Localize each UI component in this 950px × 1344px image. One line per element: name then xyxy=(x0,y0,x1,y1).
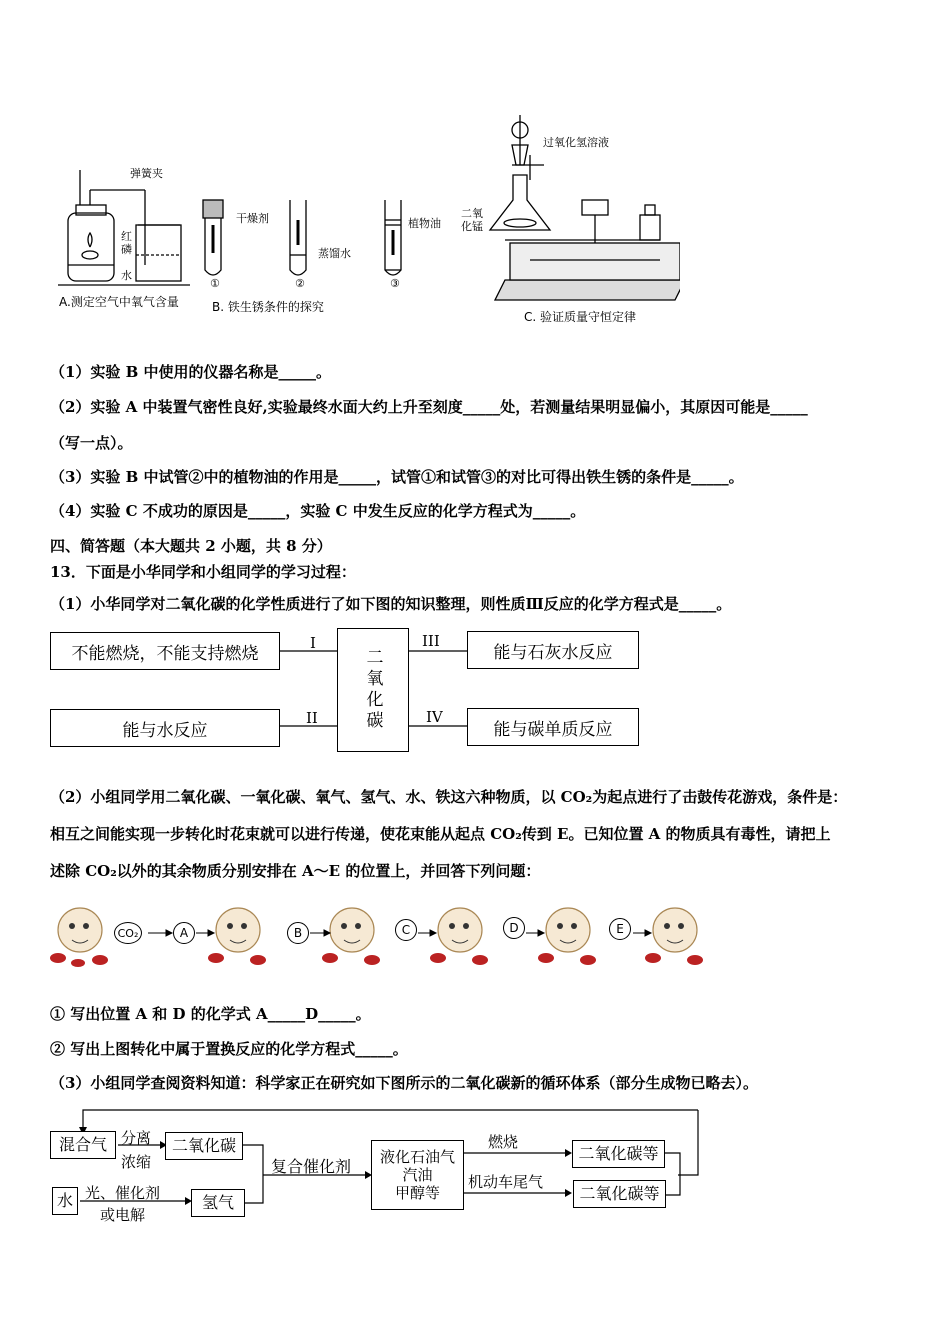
q12-part2-cont: （写一点）。 xyxy=(50,434,133,452)
game-position-e: E xyxy=(609,918,631,940)
game-start-co2: CO₂ xyxy=(114,922,142,944)
co2-center-box: 二氧化碳 xyxy=(337,628,409,752)
tube-3-label: ③ xyxy=(390,277,400,290)
output-co2-box-2: 二氧化碳等 xyxy=(573,1180,666,1208)
mixed-gas-box: 混合气 xyxy=(50,1131,116,1159)
label-hydrogen-peroxide: 过氧化氢溶液 xyxy=(543,136,609,149)
relation-i-label: I xyxy=(310,634,316,652)
label-mno2: 二氧化锰 xyxy=(461,207,483,233)
label-concentrate: 浓缩 xyxy=(121,1153,152,1171)
output-co2-box-1: 二氧化碳等 xyxy=(572,1140,665,1168)
relation-iii-label: III xyxy=(422,632,440,650)
q13-part2-i: ① 写出位置 A 和 D 的化学式 A_____D_____。 xyxy=(50,1005,371,1023)
q13-part2-line1: （2）小组同学用二氧化碳、一氧化碳、氧气、氢气、水、铁这六种物质，以 CO₂为起点进行了击鼓传花游戏，条件是： xyxy=(50,788,848,806)
label-plant-oil: 植物油 xyxy=(408,217,441,230)
q13-intro: 13．下面是小华同学和小组同学的学习过程： xyxy=(50,563,356,581)
q13-part1: （1）小华同学对二氧化碳的化学性质进行了如下图的知识整理，则性质Ⅲ反应的化学方程式是_____。 xyxy=(50,595,732,613)
fuel-line-3: 甲醇等 xyxy=(394,1184,440,1202)
label-spring-clip: 弹簧夹 xyxy=(130,167,163,180)
property-1-box: 不能燃烧，不能支持燃烧 xyxy=(50,632,280,670)
relation-ii-label: II xyxy=(306,709,318,727)
game-position-a: A xyxy=(173,922,195,944)
q13-part2-ii: ② 写出上图转化中属于置换反应的化学方程式_____。 xyxy=(50,1040,408,1058)
label-composite-catalyst: 复合催化剂 xyxy=(271,1157,352,1176)
label-light-catalyst: 光、催化剂 xyxy=(85,1184,161,1202)
label-electrolysis: 或电解 xyxy=(100,1206,146,1224)
relation-iv-label: IV xyxy=(426,708,443,726)
q13-part2-line3: 述除 CO₂以外的其余物质分别安排在 A～E 的位置上，并回答下列问题： xyxy=(50,862,541,880)
game-position-b: B xyxy=(287,922,309,944)
label-distilled-water: 蒸馏水 xyxy=(318,247,351,260)
label-separate: 分离 xyxy=(121,1129,152,1147)
fuel-products-box xyxy=(371,1140,464,1210)
tube-2-label: ② xyxy=(295,277,305,290)
property-4-box: 能与碳单质反应 xyxy=(467,708,639,746)
game-position-c: C xyxy=(395,919,417,941)
co2-box: 二氧化碳 xyxy=(165,1132,243,1160)
property-2-box: 能与水反应 xyxy=(50,709,280,747)
tube-1-label: ① xyxy=(210,277,220,290)
label-vehicle-exhaust: 机动车尾气 xyxy=(468,1173,544,1191)
label-water-a: 水 xyxy=(121,269,132,282)
q12-part3: （3）实验 B 中试管②中的植物油的作用是_____，试管①和试管③的对比可得出铁生锈的条件是_____。 xyxy=(50,468,744,486)
apparatus-figure xyxy=(50,105,680,330)
co2-properties-diagram xyxy=(48,626,643,754)
caption-a: A.测定空气中氧气含量 xyxy=(59,295,179,309)
hydrogen-box: 氢气 xyxy=(191,1189,245,1217)
section-4-heading: 四、简答题（本大题共 2 小题，共 8 分） xyxy=(50,537,332,555)
q13-part2-line2: 相互之间能实现一步转化时花束就可以进行传递，使花束能从起点 CO₂传到 E。已知位置 A 的物质具有毒性，请把上 xyxy=(50,825,831,843)
q12-part1: （1）实验 B 中使用的仪器名称是_____。 xyxy=(50,363,332,381)
caption-b: B. 铁生锈条件的探究 xyxy=(212,300,324,314)
label-desiccant: 干燥剂 xyxy=(236,212,269,225)
co2-cycle-diagram xyxy=(48,1105,708,1225)
q12-part4: （4）实验 C 不成功的原因是_____，实验 C 中发生反应的化学方程式为_____。 xyxy=(50,502,586,520)
q13-part3: （3）小组同学查阅资料知道：科学家正在研究如下图所示的二氧化碳新的循环体系（部分生成物已略去）。 xyxy=(50,1074,758,1092)
game-figures xyxy=(48,900,708,970)
caption-c: C. 验证质量守恒定律 xyxy=(524,310,637,324)
fuel-line-1: 液化石油气 xyxy=(379,1148,455,1166)
q12-part2: （2）实验 A 中装置气密性良好,实验最终水面大约上升至刻度_____处，若测量结果明显偏小，其原因可能是_____ xyxy=(50,398,808,416)
property-3-box: 能与石灰水反应 xyxy=(467,631,639,669)
label-red-phosphorus: 红磷 xyxy=(121,230,132,256)
fuel-line-2: 汽油 xyxy=(402,1166,433,1184)
game-position-d: D xyxy=(503,917,525,939)
water-box: 水 xyxy=(52,1187,78,1215)
label-combustion: 燃烧 xyxy=(488,1133,519,1151)
flower-passing-game xyxy=(48,900,708,970)
